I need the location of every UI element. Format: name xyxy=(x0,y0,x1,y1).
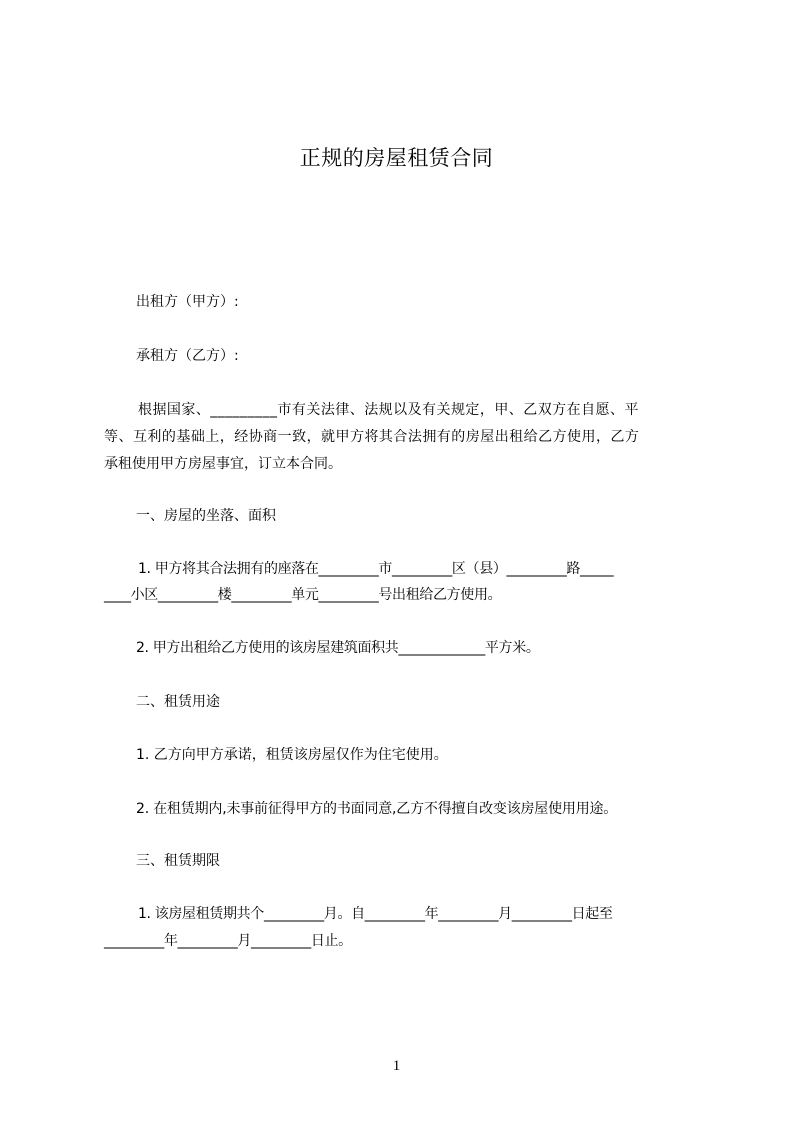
lessee-line: 承租方（乙方）: xyxy=(136,348,239,364)
section-heading: 三、租赁期限 xyxy=(136,853,220,869)
section-heading: 二、租赁用途 xyxy=(136,694,220,710)
section-heading: 一、房屋的坐落、面积 xyxy=(136,508,276,524)
clause-line: 2. 在租赁期内,未事前征得甲方的书面同意,乙方不得擅自改变该房屋使用用途。 xyxy=(136,801,618,817)
clause-line: 1. 该房屋租赁期共个_________月。自_________年_________月_________日起至 xyxy=(138,906,613,922)
page-title: 正规的房屋租赁合同 xyxy=(299,146,494,170)
preamble-line: 等、互利的基础上，经协商一致，就甲方将其合法拥有的房屋出租给乙方使用，乙方 xyxy=(104,429,640,445)
lessor-line: 出租方（甲方）: xyxy=(136,294,239,310)
preamble-line: 承租使用甲方房屋事宜，订立本合同。 xyxy=(104,456,342,472)
clause-line: 1. 乙方向甲方承诺，租赁该房屋仅作为住宅使用。 xyxy=(136,747,448,763)
clause-line: 1. 甲方将其合法拥有的座落在_________市_________区（县）_________路_____ xyxy=(138,561,614,577)
clause-line: _________年_________月_________日止。 xyxy=(104,933,352,949)
preamble-line: 根据国家、_________市有关法律、法规以及有关规定，甲、乙双方在自愿、平 xyxy=(138,402,639,418)
clause-line: ____小区_________楼_________单元_________号出租给乙方使用。 xyxy=(104,587,502,603)
clause-line: 2. 甲方出租给乙方使用的该房屋建筑面积共_____________平方米。 xyxy=(136,640,540,656)
page-number: 1 xyxy=(392,1058,401,1074)
